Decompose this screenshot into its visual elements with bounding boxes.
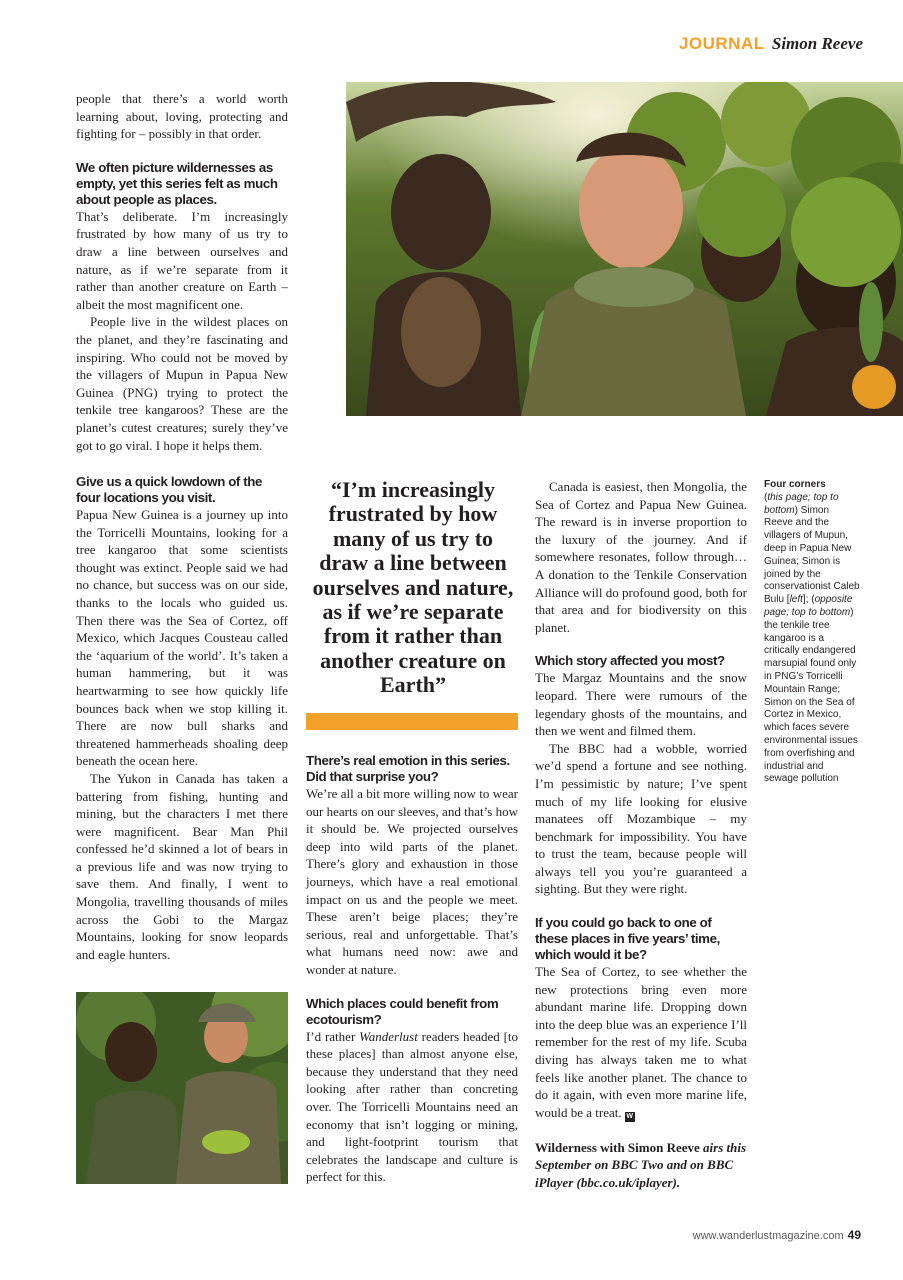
answer-paragraph: That’s deliberate. I’m increasingly frustrated by how many of us try to draw a line between ourselves and nature, as if we’re separate from it rather than another creature on Earth – albeit the most magnificent one. xyxy=(76,208,288,312)
answer-paragraph: People live in the wildest places on the planet, and they’re fascinating and inspiring. Who could not be moved by the villagers of Mupun in Papua New Guinea (PNG) trying to protect the tenkile tree kangaroos? These are the planet’s cutest creatures; surely they’ve got to go viral. I hope it helps them. xyxy=(76,314,288,453)
question-heading: Give us a quick lowdown of the four locations you visit. xyxy=(76,474,262,505)
magazine-name: Wanderlust xyxy=(359,1028,418,1044)
answer-paragraph: The Yukon in Canada has taken a battering from fishing, hunting and mining, but the characters I met there were magnificent. Bear Man Phil confessed he’d skinned a lot of bears in a previous life and was now trying to save them. And finally, I went to Mongolia, travelling thousands of miles across the Gobi to the Margaz Mountains, looking for snow leopards and eagle hunters. xyxy=(76,770,288,962)
answer-paragraph: Papua New Guinea is a journey up into the Torricelli Mountains, looking for a tree kangaroo that some scientists thought was extinct. People said we had no chance, but success was on our side, thanks to the locals who guided us. Then there was the Sea of Cortez, off Mexico, which Jacques Cousteau called the ‘aquarium of the world’. It’s taken a human hammering, but it was heartwarming to see how quickly life bounces back when we stop killing it. There are now bull sharks and threatened hammerheads shoaling deep beneath the ocean here. xyxy=(76,507,288,769)
small-photo xyxy=(76,992,288,1184)
intro-paragraph: people that there’s a world worth learning about, loving, protecting and fighting for – possibly in that order. xyxy=(76,91,288,142)
pull-quote-bar xyxy=(306,713,518,730)
page-footer xyxy=(693,1228,861,1242)
end-mark-icon: W xyxy=(626,1112,633,1120)
section-label: JOURNAL xyxy=(678,34,765,53)
answer-paragraph: The Sea of Cortez, to see whether the new protections bring even more abundant marine life. Dropping down into the deep blue was an experience I’ll remember for the rest of my life. Scuba diving has always taken me to what feels like another planet. The chance to do it again, with even more marine life, would be a treat. W xyxy=(535,964,747,1120)
column-3 xyxy=(535,478,747,1192)
column-1 xyxy=(76,474,288,963)
column-2 xyxy=(306,753,518,1186)
answer-paragraph: The Margaz Mountains and the snow leopard. There were rumours of the legendary ghosts of the mountains, and then we went and filmed them. xyxy=(535,670,747,739)
author-name: Simon Reeve xyxy=(771,34,863,53)
question-heading: Which places could benefit from ecotourism? xyxy=(306,995,499,1027)
broadcast-byline: Wilderness with Simon Reeve airs this September on BBC Two and on BBC iPlayer (bbc.co.uk/iplayer). xyxy=(535,1139,747,1190)
main-photo xyxy=(346,82,903,416)
answer-paragraph: Canada is easiest, then Mongolia, the Sea of Cortez and Papua New Guinea. The reward is in inverse proportion to the luxury of the journey. And if somewhere resonates, follow through… A donation to the Tenkile Conservation Alliance will do profound good, both for that area and for biodiversity on this planet. xyxy=(535,479,747,635)
photo-caption: Four corners (this page; top to bottom) Simon Reeve and the villagers of Mupun, deep in Papua New Guinea; Simon is joined by the conservationist Caleb Bulu [left]; (opposite page; top to bottom) the tenkile tree kangaroo is a critically endangered marsupial found only in PNG’s Torricelli Mountain Range; Simon on the Sea of Cortez in Mexico, which faces severe environmental issues from overfishing and industrial and sewage pollution xyxy=(764,479,860,785)
question-heading: There’s real emotion in this series. Did that surprise you? xyxy=(306,753,510,784)
answer-paragraph: The BBC had a wobble, worried we’d spend a fortune and see nothing. I’m pessimistic by nature; I’ve spent much of my life looking for elusive manatees off Mozambique – my benchmark for impossibility. You have to trust the team, because people will always tell you you’re guaranteed a sighting. But they were right. xyxy=(535,740,747,897)
caption-title: Four corners xyxy=(764,479,826,490)
question-heading: We often picture wildernesses as empty, yet this series felt as much about people as places. xyxy=(76,159,278,207)
photo-simon-caleb xyxy=(76,992,288,1184)
photo-villagers-mupun xyxy=(346,82,903,416)
page-header xyxy=(679,34,863,54)
question-heading: If you could go back to one of these places in five years’ time, which would it be? xyxy=(535,915,720,963)
question-heading: Which story affected you most? xyxy=(535,653,725,669)
column-1-top xyxy=(76,90,288,454)
answer-paragraph: We’re all a bit more willing now to wear our hearts on our sleeves, and that’s how it should be. We projected ourselves deep into wild parts of the planet. There’s glory and exhaustion in those journeys, which have a real emotional impact on us and the people we meet. These aren’t beige places; they’re serious, real and unforgettable. That’s what humans need now: awe and wonder at nature. xyxy=(306,786,518,977)
pull-quote: “I’m increasingly frustrated by how many of us try to draw a line between ourselves and nature, as if we’re separate from it rather than another creature on Earth” xyxy=(312,477,514,698)
answer-paragraph: I’d rather Wanderlust readers headed [to these places] than almost anyone else, because they understand that they need looking after rather than concreting over. The Torricelli Mountains need an economy that isn’t logging or mining, and light-footprint tourism that celebrates the landscape and culture is perfect for this. xyxy=(306,1028,519,1185)
page-number: 49 xyxy=(847,1228,861,1242)
website-url: www.wanderlustmagazine.com xyxy=(692,1230,844,1242)
